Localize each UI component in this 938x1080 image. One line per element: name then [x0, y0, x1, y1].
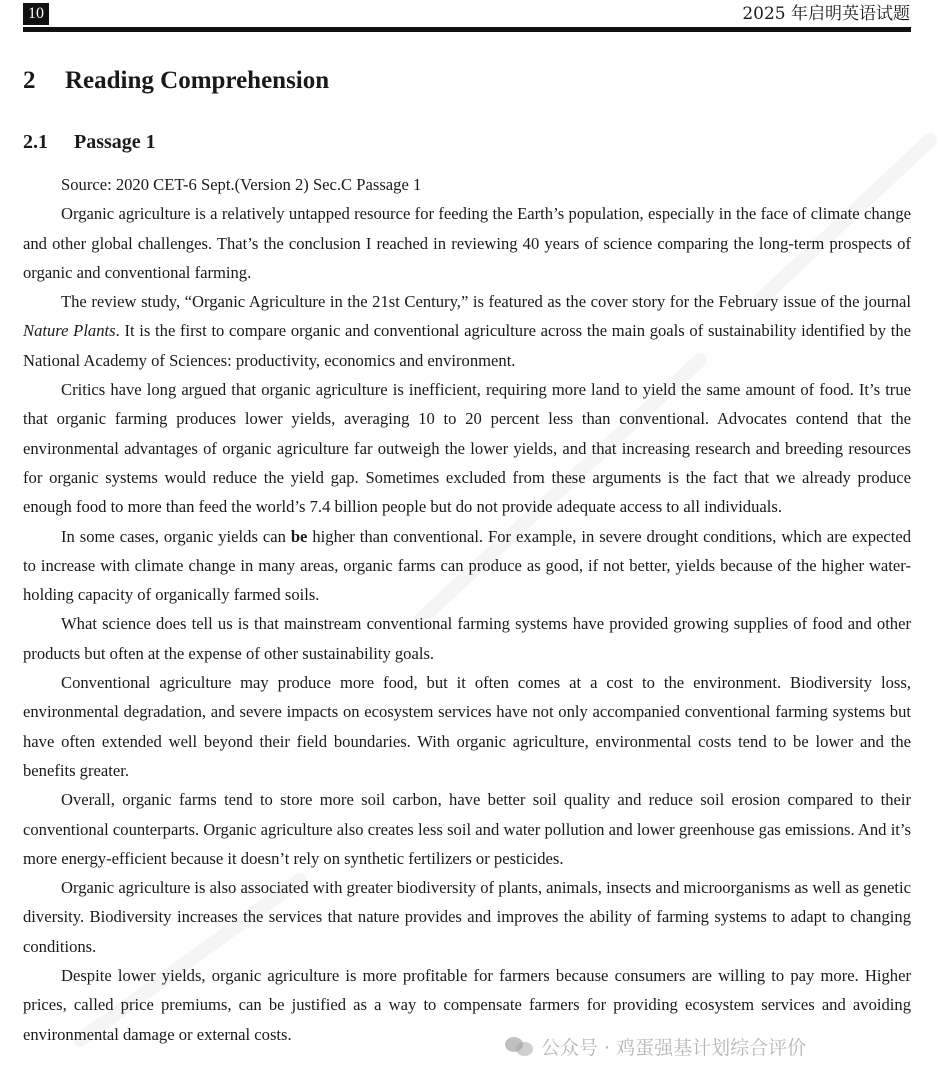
header-rule	[23, 27, 911, 32]
header-title: 2025 年启明英语试题	[742, 4, 910, 24]
paragraph: Conventional agriculture may produce more food, but it often comes at a cost to the environment. Biodiversity loss, environmental degradation, and severe impacts on ecosystem services have not only accompanied conventional farming systems but have often extended well beyond their field boundaries. With organic agriculture, environmental costs tend to be lower and the benefits greater.	[23, 673, 911, 780]
paragraph-text: In some cases, organic yields can	[61, 526, 291, 546]
page-header	[0, 0, 938, 36]
page-number: 10	[23, 3, 49, 25]
paragraph-text: The review study, “Organic Agriculture in the 21st Century,” is featured as the cover story for the February issue of the journal	[61, 292, 911, 312]
paragraph: Organic agriculture is a relatively untapped resource for feeding the Earth’s population, especially in the face of climate change and other global challenges. That’s the conclusion I reached in reviewing 40 years of science comparing the long-term prospects of organic and conventional farming.	[23, 204, 911, 282]
subsection-number: 2.1	[23, 131, 48, 153]
section-title: Reading Comprehension	[65, 67, 330, 94]
paragraph: Overall, organic farms tend to store more soil carbon, have better soil quality and reduce soil erosion compared to their conventional counterparts. Organic agriculture also creates less soil and water pollution and lower greenhouse gas emissions. And it’s more energy-efficient because it doesn’t rely on synthetic fertilizers or pesticides.	[23, 790, 911, 868]
subsection-title: Passage 1	[74, 131, 156, 153]
watermark-text: 公众号 · 鸡蛋强基计划综合评价	[541, 1036, 807, 1059]
paragraph: What science does tell us is that mainstream conventional farming systems have provided growing supplies of food and other products but often at the expense of other sustainability goals.	[23, 614, 911, 663]
paragraph: Critics have long argued that organic agriculture is inefficient, requiring more land to yield the same amount of food. It’s true that organic farming produces lower yields, averaging 10 to 20 percent less than conventional. Advocates contend that the environmental advantages of organic agriculture far outweigh the lower yields, and that increasing research and breeding resources for organic systems would reduce the yield gap. Sometimes excluded from these arguments is the fact that we already produce enough food to more than feed the world’s 7.4 billion people but do not provide adequate access to all individuals.	[23, 380, 911, 517]
section-number: 2	[23, 67, 36, 94]
wechat-watermark	[505, 1031, 806, 1061]
bold-word: be	[290, 526, 308, 546]
paragraph: Despite lower yields, organic agriculture is more profitable for farmers because consumers are willing to pay more. Higher prices, called price premiums, can be justified as a way to compensate farmers for providing ecosystem services and avoiding environmental damage or external costs.	[23, 966, 911, 1044]
subsection-heading	[23, 127, 156, 157]
section-heading	[23, 64, 329, 98]
paragraph-text: higher than conventional. For example, in severe drought conditions, which are expected to increase with climate change in many areas, organic farms can produce as good, if not better, yields because of the higher water-holding capacity of organically farmed soils.	[23, 526, 911, 605]
paragraph-text: . It is the first to compare organic and conventional agriculture across the main goals of sustainability identified by the National Academy of Sciences: productivity, economics and environment.	[23, 321, 911, 370]
paragraph	[23, 287, 911, 375]
paragraph	[23, 522, 911, 610]
passage-body	[23, 170, 911, 1049]
wechat-icon	[505, 1035, 535, 1057]
passage-source: Source: 2020 CET-6 Sept.(Version 2) Sec.C Passage 1	[61, 175, 422, 194]
paragraph: Organic agriculture is also associated with greater biodiversity of plants, animals, insects and microorganisms as well as genetic diversity. Biodiversity increases the services that nature provides and improves the ability of farming systems to adapt to changing conditions.	[23, 878, 911, 956]
journal-name: Nature Plants	[23, 321, 116, 341]
